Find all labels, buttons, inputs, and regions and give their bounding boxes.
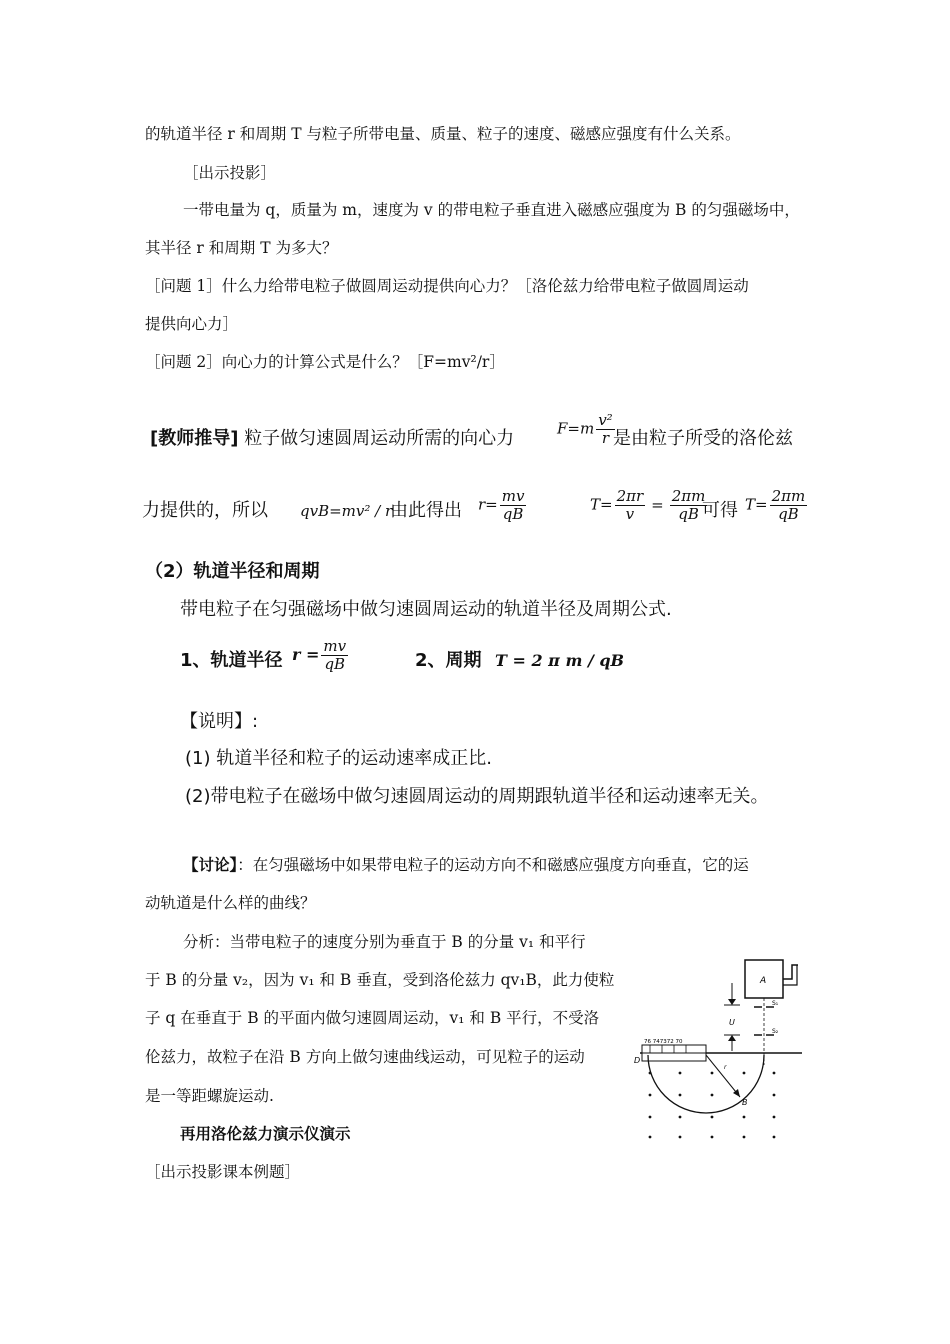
radius-den: qB: [502, 505, 524, 523]
period-formula: [590, 488, 709, 523]
magnetic-field-dots: [649, 1072, 776, 1139]
formula-f-lhs: F=m: [557, 419, 595, 438]
derivation-text-4: 由此得出: [390, 500, 462, 521]
field-dot: [773, 1094, 776, 1097]
question-1-line-1: ［问题 1］什么力给带电粒子做圆周运动提供向心力？［洛伦兹力给带电粒子做圆周运动: [145, 277, 749, 295]
problem-line-1: 一带电量为 q，质量为 m，速度为 v 的带电粒子垂直进入磁感应强度为 B 的匀强磁场中，: [183, 201, 800, 219]
field-dot: [679, 1116, 682, 1119]
field-dot: [711, 1136, 714, 1139]
period-result-num: 2πm: [771, 487, 806, 505]
period-result-formula: [745, 488, 809, 523]
question-2: ［问题 2］向心力的计算公式是什么？［F=mv²/r］: [145, 353, 505, 371]
field-dot: [679, 1094, 682, 1097]
label-s1: S₁: [772, 1000, 779, 1007]
discussion-label: 【讨论】: [183, 855, 238, 874]
formula-f-num: v²: [598, 411, 613, 429]
period-result-den: qB: [778, 505, 799, 523]
field-dot: [711, 1094, 714, 1097]
section-2-description: 带电粒子在匀强磁场中做匀速圆周运动的轨道半径及周期公式.: [180, 599, 672, 620]
field-dot: [649, 1072, 652, 1075]
item-1-lhs: r =: [292, 645, 320, 664]
lorentz-equation: qvB=mv² / r: [300, 502, 393, 520]
analysis-line-1: 分析：当带电粒子的速度分别为垂直于 B 的分量 v₁ 和平行: [183, 933, 586, 951]
item-1-formula: [292, 638, 350, 673]
field-dot: [711, 1116, 714, 1119]
label-b: B: [742, 1098, 748, 1107]
field-dot: [649, 1094, 652, 1097]
analysis-line-4: 伦兹力，故粒子在沿 B 方向上做匀速曲线运动，可见粒子的运动: [145, 1048, 585, 1066]
field-dot: [711, 1072, 714, 1075]
field-dot: [773, 1116, 776, 1119]
period-den-2: qB: [678, 505, 699, 523]
projection-label-1: ［出示投影］: [183, 164, 277, 182]
section-2-heading: （2）轨道半径和周期: [145, 561, 320, 582]
item-1-num: mv: [323, 637, 347, 655]
label-s2: S₂: [772, 1028, 779, 1035]
radius-num: mv: [501, 487, 525, 505]
field-dot: [773, 1136, 776, 1139]
analysis-line-2: 于 B 的分量 v₂，因为 v₁ 和 B 垂直，受到洛伦兹力 qv₁B，此力使粒: [145, 971, 615, 989]
field-dot: [743, 1136, 746, 1139]
item-1-den: qB: [324, 655, 346, 673]
item-1-label: 1、轨道半径: [180, 650, 283, 671]
radius-lhs: r=: [478, 495, 498, 514]
note-1: (1) 轨道半径和粒子的运动速率成正比.: [185, 748, 492, 769]
formula-f-frac: [596, 412, 615, 447]
field-dot: [649, 1116, 652, 1119]
plate-scale: 76 747372 70: [644, 1039, 683, 1045]
analysis-line-3: 子 q 在垂直于 B 的平面内做匀速圆周运动，v₁ 和 B 平行，不受洛: [145, 1009, 600, 1027]
item-1-frac: [321, 638, 348, 673]
discussion-text-1: ：在匀强磁场中如果带电粒子的运动方向不和磁感应强度方向垂直，它的运: [237, 856, 749, 874]
discussion-line-1: [183, 855, 749, 875]
intro-line-1: 的轨道半径 r 和周期 T 与粒子所带电量、质量、粒子的速度、磁感应强度有什么关系。: [145, 125, 741, 143]
problem-line-2: 其半径 r 和周期 T 为多大？: [145, 239, 338, 257]
formula-f-den: r: [601, 429, 610, 447]
label-u: U: [729, 1018, 735, 1027]
period-den-1: v: [625, 505, 635, 523]
discussion-line-2: 动轨道是什么样的曲线？: [145, 894, 316, 912]
field-dot: [649, 1136, 652, 1139]
period-result-frac: [770, 488, 808, 523]
derivation-text-1: 粒子做匀速圆周运动所需的向心力: [244, 428, 515, 449]
derivation-line-1: [150, 427, 514, 451]
field-dot: [743, 1116, 746, 1119]
inlet-pipe: [783, 965, 798, 979]
derivation-text-5: 可得: [702, 500, 738, 521]
radius-line: [706, 1055, 740, 1097]
label-r: r: [724, 1064, 727, 1071]
question-1-line-2: 提供向心力］: [145, 315, 239, 333]
period-result-lhs: T=: [745, 495, 768, 514]
note-2: (2)带电粒子在磁场中做匀速圆周运动的周期跟轨道半径和运动速率无关。: [185, 786, 769, 807]
item-2-formula: T = 2 π m / qB: [495, 651, 625, 670]
radius-frac: [500, 488, 527, 523]
demo-line: 再用洛伦兹力演示仪演示: [180, 1124, 351, 1143]
item-2-label: 2、周期: [415, 650, 482, 671]
inlet-pipe-outer: [783, 965, 797, 985]
derivation-label: [教师推导]: [150, 428, 239, 449]
derivation-text-2: 是由粒子所受的洛伦兹: [613, 428, 793, 449]
voltage-arrowhead-top: [728, 999, 736, 1005]
field-dot: [743, 1072, 746, 1075]
equals-sign: =: [651, 495, 664, 514]
label-a: A: [760, 976, 767, 986]
period-lhs: T=: [590, 495, 613, 514]
label-d: D: [634, 1056, 641, 1065]
analysis-line-5: 是一等距螺旋运动.: [145, 1087, 274, 1105]
period-frac-1: [615, 488, 646, 523]
projection-label-2: ［出示投影课本例题］: [145, 1163, 301, 1181]
period-num-1: 2πr: [616, 487, 644, 505]
period-num-2: 2πm: [671, 487, 706, 505]
note-label: 【说明】:: [180, 711, 259, 732]
field-dot: [773, 1072, 776, 1075]
radius-formula: [478, 488, 528, 523]
derivation-text-3: 力提供的，所以: [142, 500, 268, 521]
field-dot: [679, 1072, 682, 1075]
detector-plate-lower: [642, 1053, 706, 1061]
centripetal-formula: [557, 412, 617, 447]
mass-spectrometer-diagram: [632, 955, 807, 1145]
field-dot: [679, 1136, 682, 1139]
